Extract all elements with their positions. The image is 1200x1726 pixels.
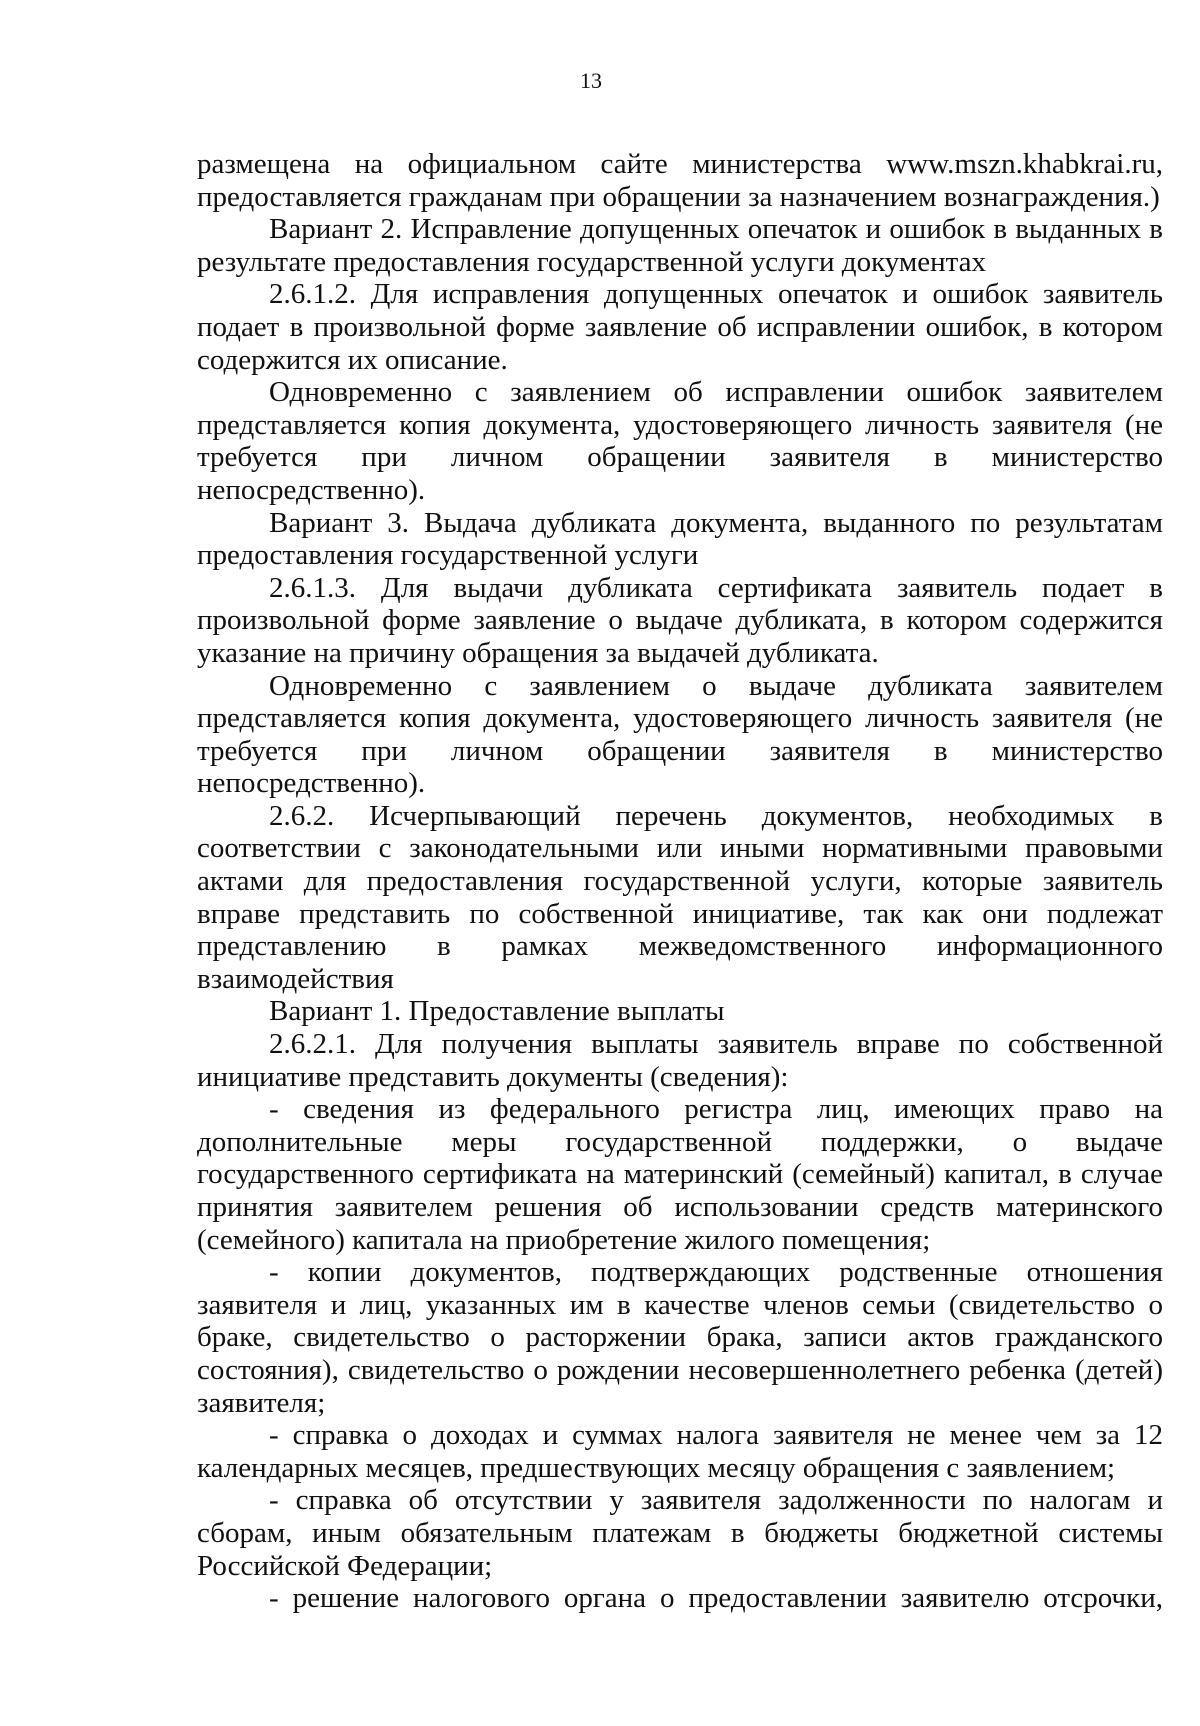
page-number: 13 (580, 68, 602, 93)
paragraph: размещена на официальном сайте министерства www.mszn.khabkrai.ru, предоставляется гражданам при обращении за назначением вознаграждения.) (197, 148, 1163, 213)
paragraph: Одновременно с заявлением о выдаче дубликата заявителем представляется копия документа, удостоверяющего личность заявителя (не требуется при личном обращении заявителя в министерство непосредственно). (197, 669, 1163, 800)
list-item: - справка об отсутствии у заявителя задолженности по налогам и сборам, иным обязательным платежам в бюджеты бюджетной системы Российской Федерации; (197, 1484, 1163, 1582)
paragraph: 2.6.2.1. Для получения выплаты заявитель вправе по собственной инициативе представить документы (сведения): (197, 1028, 1163, 1093)
paragraph: 2.6.2. Исчерпывающий перечень документов, необходимых в соответствии с законодательными или иными нормативными правовыми актами для предоставления государственной услуги, которые заявитель вправе представить по собственной инициативе, так как они подлежат представлению в рамках межведомственного информационного взаимодействия (197, 799, 1163, 995)
list-item: - справка о доходах и суммах налога заявителя не менее чем за 12 календарных месяцев, предшествующих месяцу обращения с заявлением; (197, 1419, 1163, 1484)
paragraph: 2.6.1.2. Для исправления допущенных опечаток и ошибок заявитель подает в произвольной форме заявление об исправлении ошибок, в котором содержится их описание. (197, 278, 1163, 376)
document-body (197, 148, 1163, 1615)
paragraph: Одновременно с заявлением об исправлении ошибок заявителем представляется копия документа, удостоверяющего личность заявителя (не требуется при личном обращении заявителя в министерство непосредственно). (197, 376, 1163, 506)
list-item: - копии документов, подтверждающих родственные отношения заявителя и лиц, указанных им в качестве членов семьи (свидетельство о браке, свидетельство о расторжении брака, записи актов гражданского состояния), свидетельство о рождении несовершеннолетнего ребенка (детей) заявителя; (197, 1256, 1163, 1419)
list-item: - сведения из федерального регистра лиц, имеющих право на дополнительные меры государственной поддержки, о выдаче государственного сертификата на материнский (семейный) капитал, в случае принятия заявителем решения об использовании средств материнского (семейного) капитала на приобретение жилого помещения; (197, 1093, 1163, 1256)
section-heading: Вариант 1. Предоставление выплаты (269, 995, 725, 1028)
section-heading: Вариант 2. Исправление допущенных опечаток и ошибок в выданных в результате предоставления государственной услуги документах (197, 213, 1163, 278)
list-item: - решение налогового органа о предоставлении заявителю отсрочки, (269, 1582, 1163, 1615)
section-heading: Вариант 3. Выдача дубликата документа, выданного по результатам предоставления государственной услуги (197, 506, 1163, 572)
paragraph: 2.6.1.3. Для выдачи дубликата сертификата заявитель подает в произвольной форме заявление о выдаче дубликата, в котором содержится указание на причину обращения за выдачей дубликата. (197, 571, 1163, 669)
